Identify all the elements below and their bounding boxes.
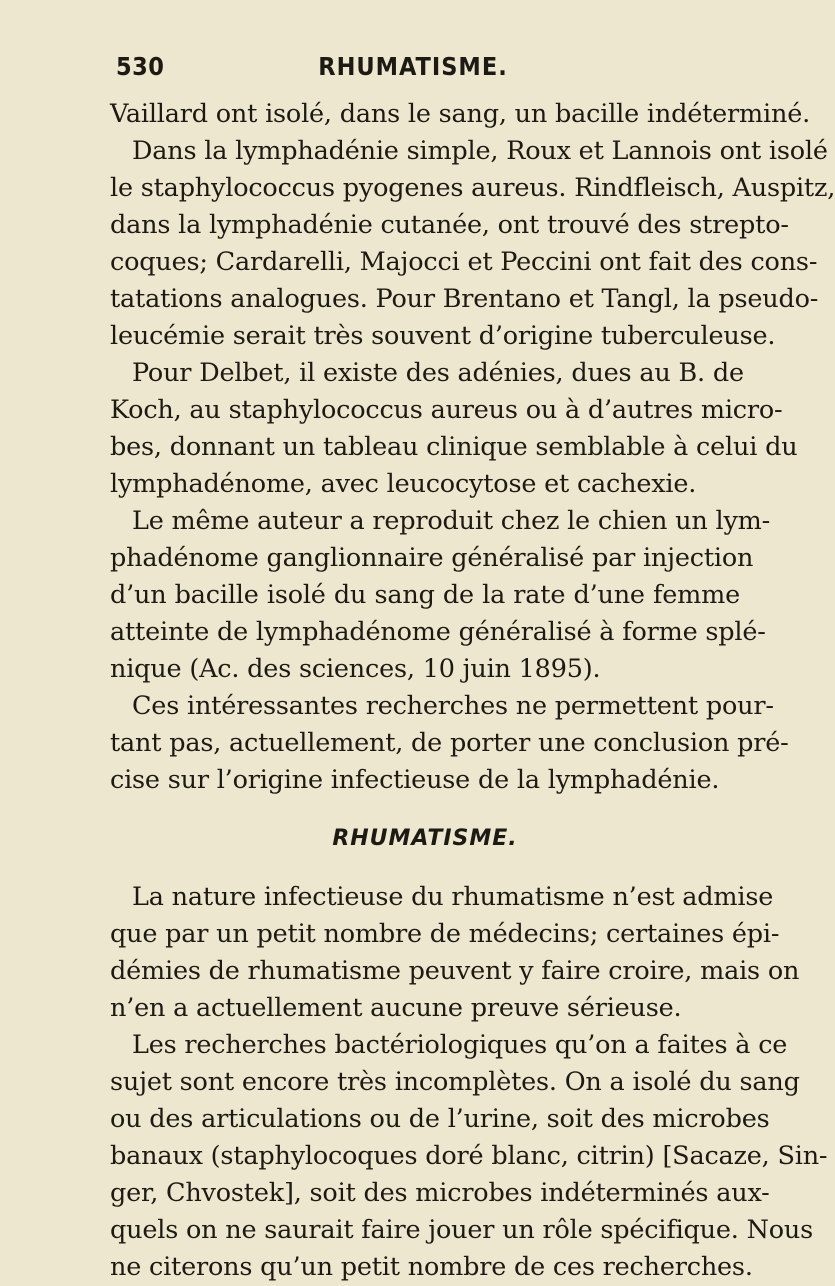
text-line: le staphylococcus pyogenes aureus. Rindfleisch, Auspitz, xyxy=(110,173,835,203)
text-line: phadénome ganglionnaire généralisé par injection xyxy=(110,543,754,573)
text-line: Pour Delbet, il existe des adénies, dues au B. de xyxy=(132,358,744,388)
page-number: 530 xyxy=(116,52,165,81)
text-line: leucémie serait très souvent d’origine tuberculeuse. xyxy=(110,321,776,351)
text-line: Vaillard ont isolé, dans le sang, un bacille indéterminé. xyxy=(110,99,810,129)
text-line: Le même auteur a reproduit chez le chien un lym- xyxy=(132,506,771,536)
paragraph xyxy=(110,688,789,799)
text-line: ou des articulations ou de l’urine, soit des microbes xyxy=(110,1104,770,1134)
text-line: Les recherches bactériologiques qu’on a faites à ce xyxy=(132,1030,788,1060)
text-line: nique (Ac. des sciences, 10 juin 1895). xyxy=(110,654,601,684)
text-line: ne citerons qu’un petit nombre de ces recherches. xyxy=(110,1252,753,1282)
running-head xyxy=(92,52,734,86)
text-line: La nature infectieuse du rhumatisme n’est admise xyxy=(132,882,774,912)
text-line: sujet sont encore très incomplètes. On a isolé du sang xyxy=(110,1067,800,1097)
text-line: tatations analogues. Pour Brentano et Tangl, la pseudo- xyxy=(110,284,819,314)
text-line: ger, Chvostek], soit des microbes indéterminés aux- xyxy=(110,1178,770,1208)
section-title: RHUMATISME. xyxy=(332,826,518,851)
paragraph xyxy=(110,355,798,503)
text-line: d’un bacille isolé du sang de la rate d’une femme xyxy=(110,580,740,610)
text-line: lymphadénome, avec leucocytose et cachexie. xyxy=(110,469,697,499)
text-line: banaux (staphylocoques doré blanc, citrin) [Sacaze, Sin- xyxy=(110,1141,828,1171)
paragraph xyxy=(110,503,771,688)
paragraph xyxy=(110,96,835,355)
running-title: RHUMATISME. xyxy=(318,52,508,81)
body-text xyxy=(110,96,835,1286)
text-line: quels on ne saurait faire jouer un rôle spécifique. Nous xyxy=(110,1215,813,1245)
text-line: atteinte de lymphadénome généralisé à forme splé- xyxy=(110,617,766,647)
text-line: tant pas, actuellement, de porter une conclusion pré- xyxy=(110,728,789,758)
text-line: démies de rhumatisme peuvent y faire croire, mais on xyxy=(110,956,800,986)
text-line: dans la lymphadénie cutanée, ont trouvé des strepto- xyxy=(110,210,789,240)
paragraph xyxy=(110,879,800,1027)
text-line: n’en a actuellement aucune preuve sérieuse. xyxy=(110,993,682,1023)
text-line: Dans la lymphadénie simple, Roux et Lannois ont isolé xyxy=(132,136,828,166)
text-line: que par un petit nombre de médecins; certaines épi- xyxy=(110,919,780,949)
text-line: coques; Cardarelli, Majocci et Peccini ont fait des cons- xyxy=(110,247,818,277)
text-line: Koch, au staphylococcus aureus ou à d’autres micro- xyxy=(110,395,783,425)
text-line: cise sur l’origine infectieuse de la lymphadénie. xyxy=(110,765,720,795)
text-line: bes, donnant un tableau clinique semblable à celui du xyxy=(110,432,798,462)
paragraph xyxy=(110,1027,828,1286)
text-line: Ces intéressantes recherches ne permettent pour- xyxy=(132,691,774,721)
